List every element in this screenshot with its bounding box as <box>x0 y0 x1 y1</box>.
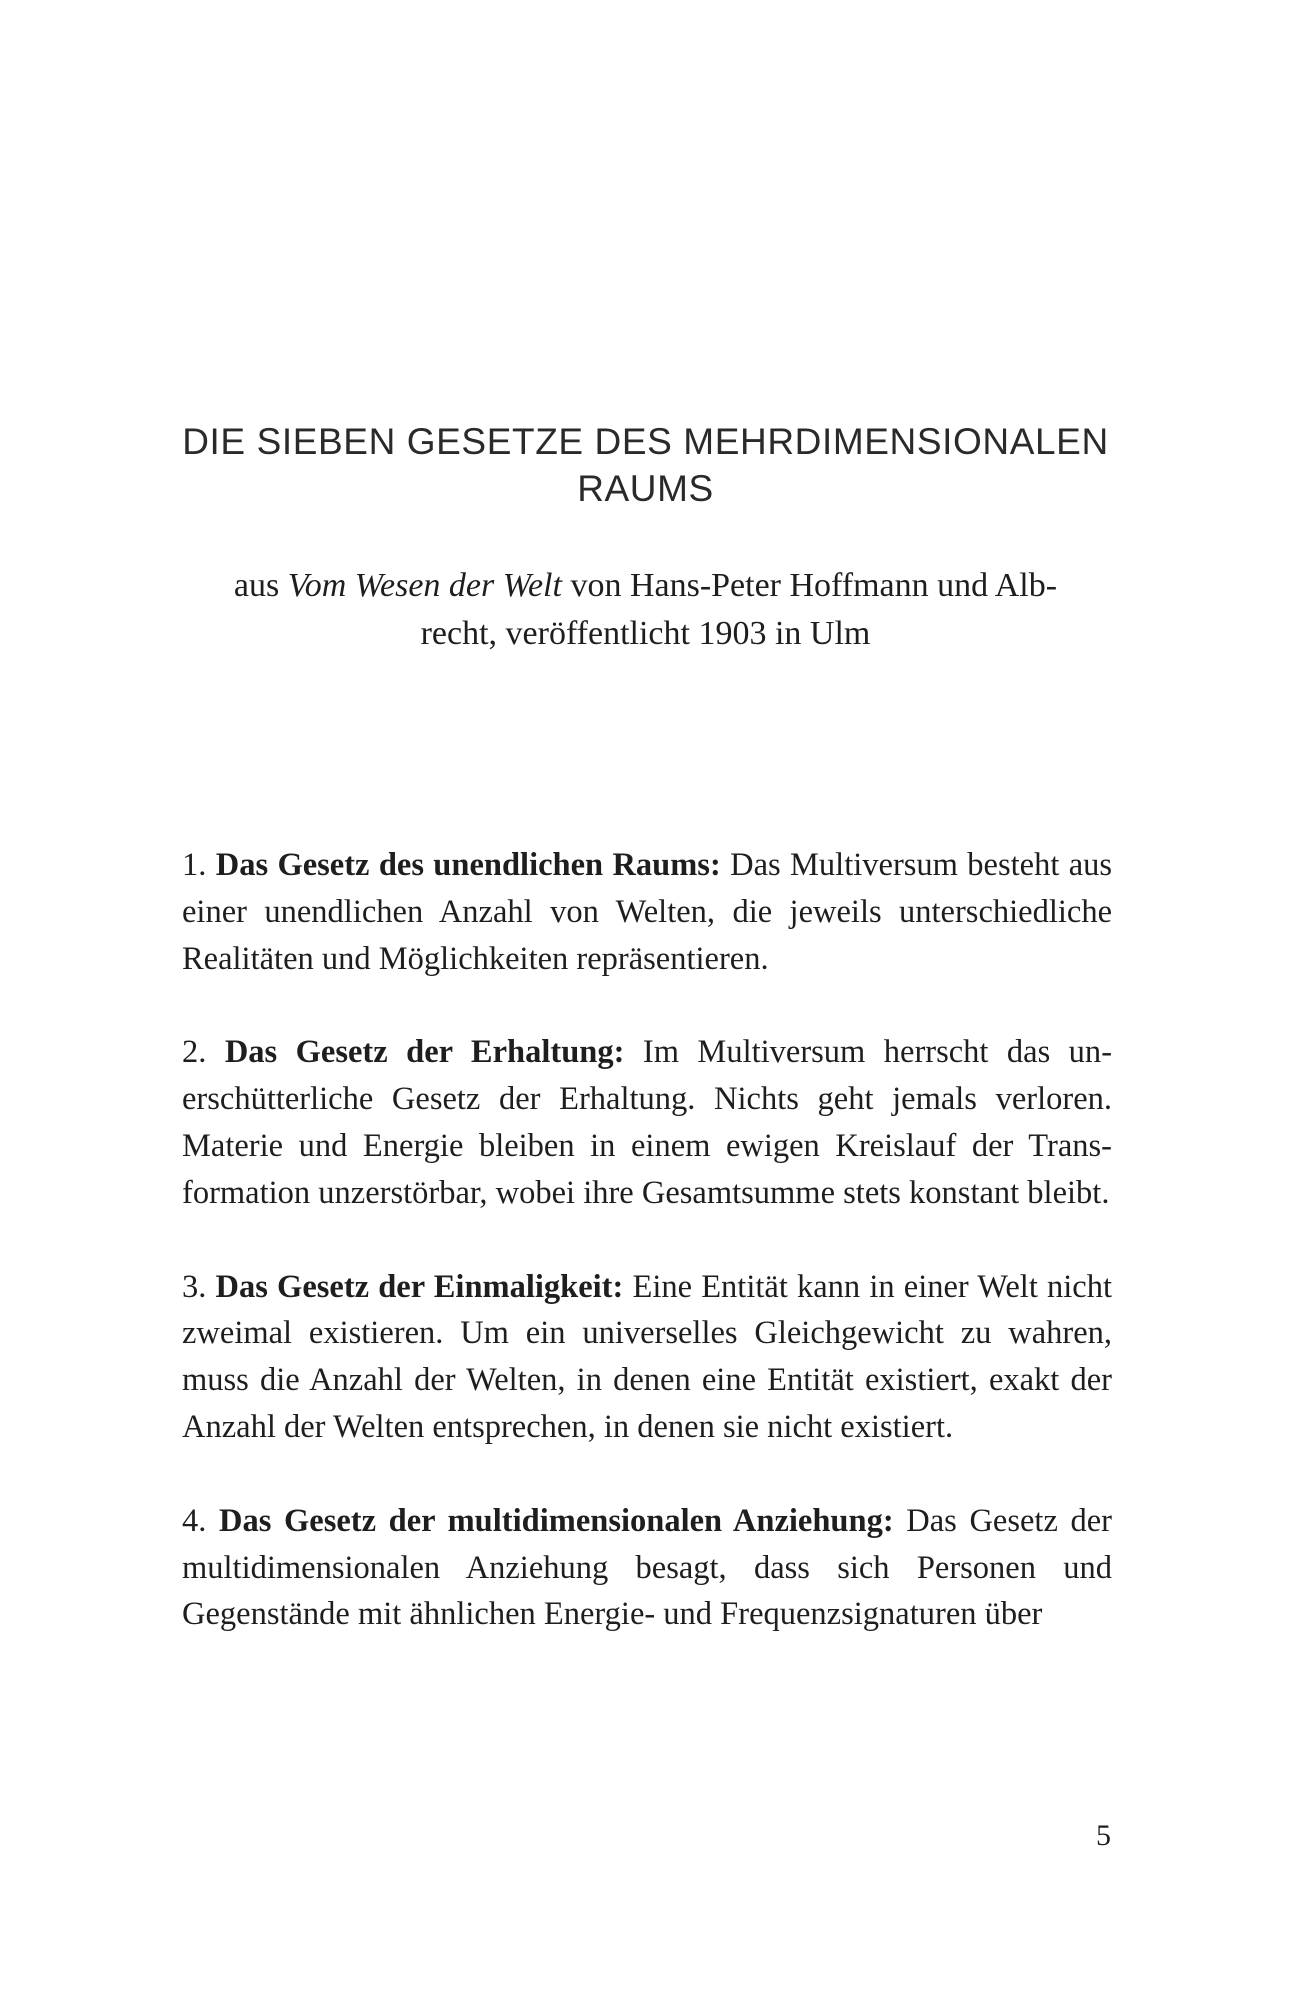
source-attribution <box>150 562 1141 658</box>
law-text: Eine Entität kann in einer Welt nicht zweimal existieren. Um ein universelles Gleichgewicht zu wahren, muss die Anzahl der Welten, in denen eine Entität existiert, exakt der Anzahl der Welten entsprechen, in denen sie nicht existiert. <box>182 1268 1112 1445</box>
law-item-4 <box>182 1498 1112 1638</box>
law-text: Das Multiversum besteht aus einer unendlichen Anzahl von Welten, die jeweils unterschiedliche Realitäten und Möglichkeiten repräsentieren. <box>182 847 1113 977</box>
law-heading: Das Gesetz der Erhaltung: <box>224 1034 625 1071</box>
page-number: 5 <box>1096 1819 1111 1852</box>
chapter-title <box>150 418 1141 512</box>
chapter-title-line-2: RAUMS <box>577 468 714 509</box>
law-item-3 <box>182 1264 1112 1451</box>
laws-list <box>182 842 1112 1685</box>
law-number: 4. <box>182 1502 207 1539</box>
law-number: 1. <box>182 847 207 883</box>
law-heading: Das Gesetz der multidimensionalen Anziehung: <box>219 1502 894 1539</box>
law-number: 2. <box>182 1034 207 1071</box>
source-authors: von Hans-Peter Hoffmann und Alb- <box>561 567 1058 604</box>
book-title: Vom Wesen der Welt <box>287 567 562 604</box>
source-attribution-line-1 <box>150 562 1141 610</box>
source-prefix: aus <box>233 567 288 604</box>
law-item-2 <box>182 1029 1112 1216</box>
law-number: 3. <box>182 1268 207 1305</box>
law-text: Im Multiversum herrscht das unerschütterliche Gesetz der Erhaltung. Nichts geht jemals verloren. Materie und Energie bleiben in einem ewigen Kreislauf der Transformation unzerstörbar, wobei ihre Gesamtsumme stets konstant bleibt. <box>182 1034 1113 1211</box>
law-item-1 <box>182 842 1112 982</box>
law-heading: Das Gesetz der Einmaligkeit: <box>215 1268 624 1305</box>
law-text: Das Gesetz der multidimensionalen Anziehung besagt, dass sich Personen und Gegenstände mit ähnlichen Energie- und Frequenzsignaturen über <box>182 1502 1112 1633</box>
law-heading: Das Gesetz des unendlichen Raums: <box>215 847 721 883</box>
source-attribution-line-2: recht, veröffentlicht 1903 in Ulm <box>420 615 871 652</box>
chapter-title-line-1: DIE SIEBEN GESETZE DES MEHRDIMENSIONALEN <box>182 421 1109 462</box>
